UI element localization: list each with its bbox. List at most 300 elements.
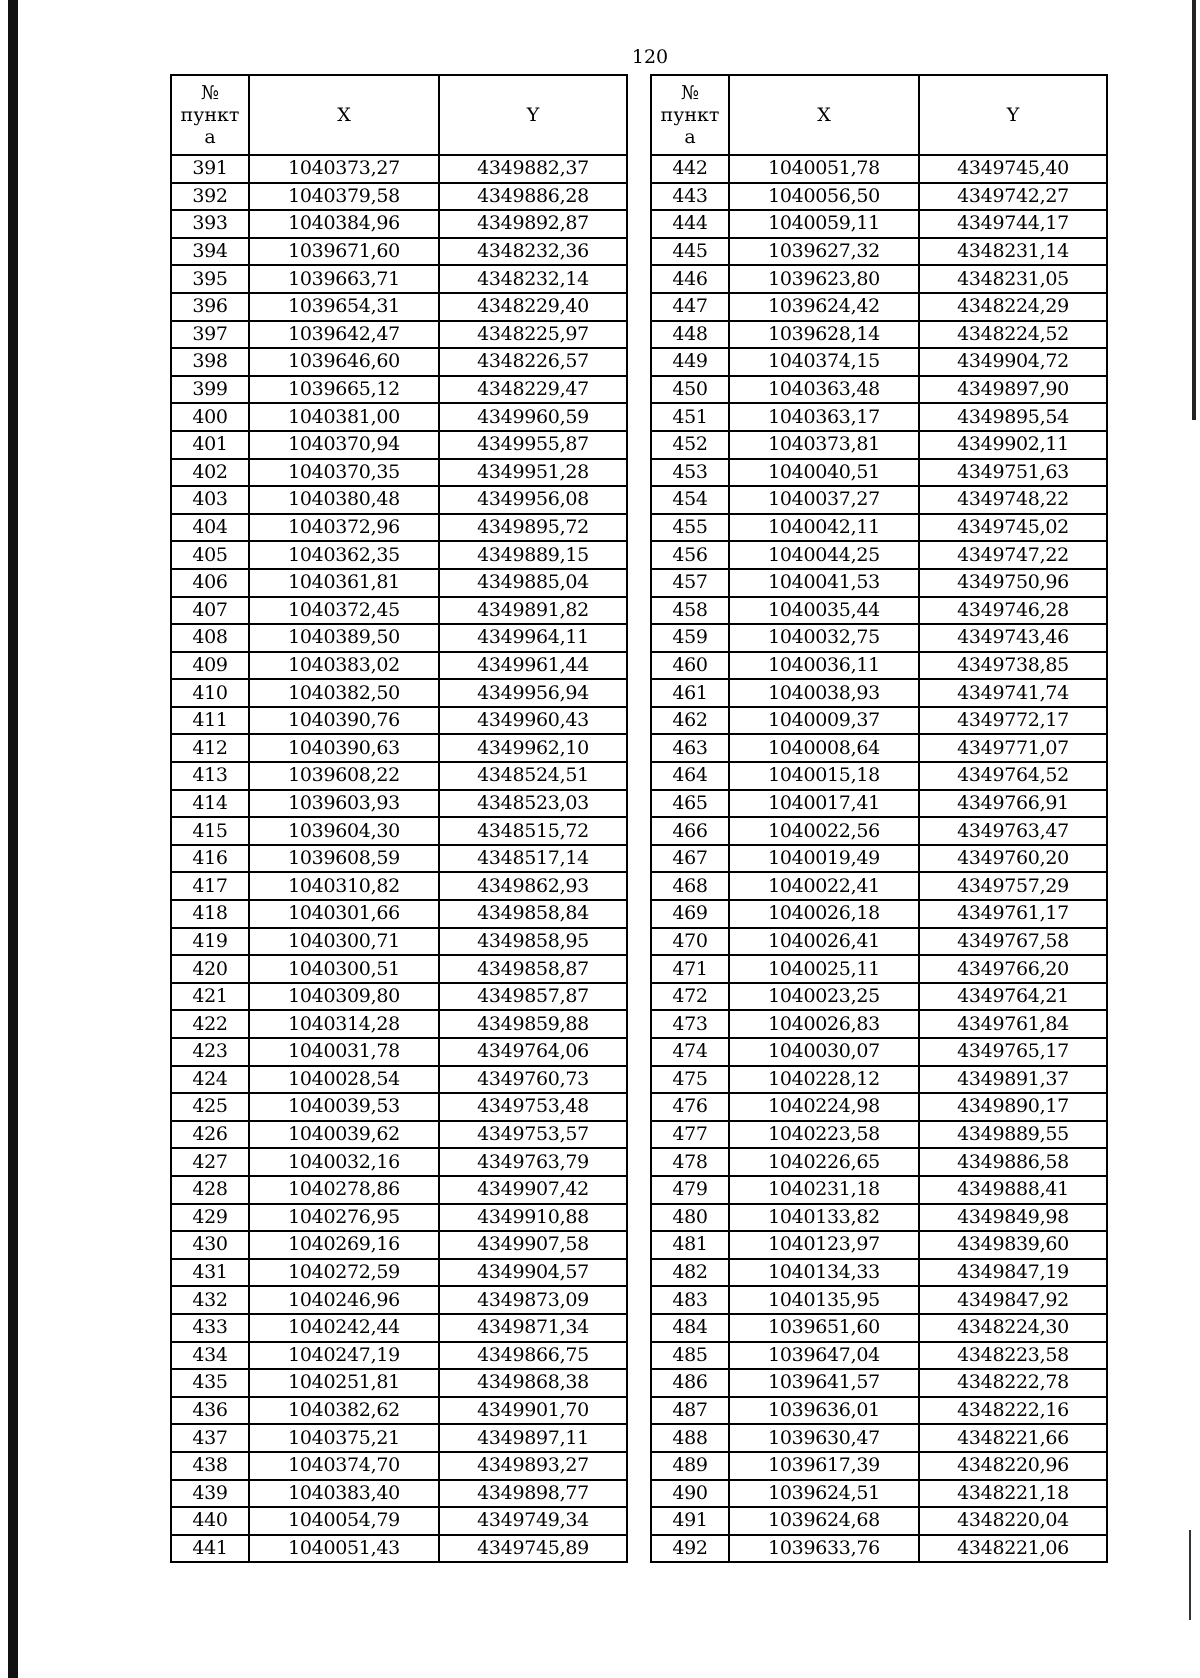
cell-x: 1040037,27 — [729, 486, 919, 514]
cell-x: 1040363,48 — [729, 376, 919, 404]
cell-y: 4349750,96 — [919, 569, 1107, 597]
cell-point-number: 429 — [171, 1204, 249, 1232]
cell-x: 1039641,57 — [729, 1369, 919, 1397]
cell-point-number: 448 — [651, 321, 729, 349]
table-row — [651, 293, 1107, 321]
cell-x: 1040300,51 — [249, 955, 439, 983]
cell-point-number: 455 — [651, 514, 729, 542]
cell-point-number: 414 — [171, 790, 249, 818]
cell-x: 1040300,71 — [249, 928, 439, 956]
table-row — [651, 845, 1107, 873]
cell-x: 1039624,51 — [729, 1480, 919, 1508]
cell-x: 1040363,17 — [729, 403, 919, 431]
cell-y: 4349772,17 — [919, 707, 1107, 735]
table-row — [171, 486, 627, 514]
cell-point-number: 423 — [171, 1038, 249, 1066]
header-num-line: пункт — [660, 104, 720, 126]
table-row — [651, 1121, 1107, 1149]
table-row — [651, 1259, 1107, 1287]
cell-x: 1040361,81 — [249, 569, 439, 597]
table-row — [651, 707, 1107, 735]
table-body-left — [171, 155, 627, 1562]
cell-y: 4348221,06 — [919, 1535, 1107, 1563]
cell-y: 4348224,52 — [919, 321, 1107, 349]
cell-x: 1040031,78 — [249, 1038, 439, 1066]
table-row — [171, 1121, 627, 1149]
cell-y: 4349907,42 — [439, 1176, 627, 1204]
cell-x: 1040032,75 — [729, 624, 919, 652]
cell-y: 4349858,95 — [439, 928, 627, 956]
cell-y: 4349746,28 — [919, 597, 1107, 625]
cell-x: 1040038,93 — [729, 679, 919, 707]
cell-point-number: 453 — [651, 459, 729, 487]
table-row — [171, 983, 627, 1011]
table-row — [651, 928, 1107, 956]
cell-point-number: 462 — [651, 707, 729, 735]
cell-y: 4349858,84 — [439, 900, 627, 928]
table-row — [651, 1480, 1107, 1508]
cell-x: 1040026,41 — [729, 928, 919, 956]
scan-border-right — [1192, 0, 1196, 420]
table-row — [651, 624, 1107, 652]
table-row — [171, 790, 627, 818]
cell-y: 4349858,87 — [439, 955, 627, 983]
cell-y: 4348231,05 — [919, 265, 1107, 293]
cell-x: 1039608,59 — [249, 845, 439, 873]
cell-point-number: 454 — [651, 486, 729, 514]
cell-y: 4349956,08 — [439, 486, 627, 514]
cell-point-number: 418 — [171, 900, 249, 928]
cell-y: 4349892,87 — [439, 210, 627, 238]
table-row — [171, 431, 627, 459]
table-row — [171, 1259, 627, 1287]
table-row — [171, 734, 627, 762]
cell-y: 4348222,16 — [919, 1397, 1107, 1425]
cell-y: 4349765,17 — [919, 1038, 1107, 1066]
cell-point-number: 457 — [651, 569, 729, 597]
table-row — [651, 734, 1107, 762]
cell-y: 4348523,03 — [439, 790, 627, 818]
cell-point-number: 411 — [171, 707, 249, 735]
cell-x: 1040314,28 — [249, 1010, 439, 1038]
cell-point-number: 422 — [171, 1010, 249, 1038]
cell-x: 1040374,70 — [249, 1452, 439, 1480]
table-row — [651, 1397, 1107, 1425]
table-row — [171, 1452, 627, 1480]
table-row — [171, 1535, 627, 1563]
table-header-row — [651, 75, 1107, 155]
cell-y: 4349760,20 — [919, 845, 1107, 873]
table-row — [651, 955, 1107, 983]
cell-point-number: 433 — [171, 1314, 249, 1342]
table-row — [651, 872, 1107, 900]
cell-x: 1039628,14 — [729, 321, 919, 349]
cell-point-number: 408 — [171, 624, 249, 652]
cell-y: 4349763,79 — [439, 1148, 627, 1176]
table-row — [171, 1176, 627, 1204]
cell-point-number: 471 — [651, 955, 729, 983]
table-row — [651, 1066, 1107, 1094]
table-row — [651, 790, 1107, 818]
cell-point-number: 492 — [651, 1535, 729, 1563]
cell-y: 4349904,57 — [439, 1259, 627, 1287]
cell-y: 4349888,41 — [919, 1176, 1107, 1204]
cell-x: 1040035,44 — [729, 597, 919, 625]
cell-x: 1039617,39 — [729, 1452, 919, 1480]
cell-y: 4349897,90 — [919, 376, 1107, 404]
cell-y: 4348229,40 — [439, 293, 627, 321]
cell-x: 1039671,60 — [249, 238, 439, 266]
cell-point-number: 421 — [171, 983, 249, 1011]
cell-y: 4349895,72 — [439, 514, 627, 542]
cell-y: 4349738,85 — [919, 652, 1107, 680]
header-num-line: а — [684, 126, 696, 148]
table-row — [171, 1204, 627, 1232]
cell-x: 1040278,86 — [249, 1176, 439, 1204]
cell-point-number: 444 — [651, 210, 729, 238]
cell-point-number: 484 — [651, 1314, 729, 1342]
cell-point-number: 410 — [171, 679, 249, 707]
cell-y: 4349886,58 — [919, 1148, 1107, 1176]
cell-x: 1040389,50 — [249, 624, 439, 652]
cell-x: 1040390,63 — [249, 734, 439, 762]
cell-point-number: 442 — [651, 155, 729, 183]
cell-y: 4349890,17 — [919, 1093, 1107, 1121]
cell-point-number: 473 — [651, 1010, 729, 1038]
cell-x: 1040272,59 — [249, 1259, 439, 1287]
cell-y: 4349742,27 — [919, 183, 1107, 211]
cell-point-number: 479 — [651, 1176, 729, 1204]
cell-point-number: 435 — [171, 1369, 249, 1397]
cell-x: 1039663,71 — [249, 265, 439, 293]
table-row — [651, 983, 1107, 1011]
cell-point-number: 478 — [651, 1148, 729, 1176]
cell-x: 1040051,43 — [249, 1535, 439, 1563]
cell-point-number: 466 — [651, 817, 729, 845]
cell-y: 4349749,34 — [439, 1507, 627, 1535]
cell-y: 4349866,75 — [439, 1342, 627, 1370]
cell-x: 1039623,80 — [729, 265, 919, 293]
cell-x: 1040040,51 — [729, 459, 919, 487]
table-row — [171, 652, 627, 680]
cell-point-number: 475 — [651, 1066, 729, 1094]
cell-y: 4348515,72 — [439, 817, 627, 845]
cell-point-number: 392 — [171, 183, 249, 211]
table-row — [171, 1424, 627, 1452]
cell-point-number: 399 — [171, 376, 249, 404]
cell-x: 1040370,35 — [249, 459, 439, 487]
cell-point-number: 416 — [171, 845, 249, 873]
cell-point-number: 425 — [171, 1093, 249, 1121]
cell-point-number: 472 — [651, 983, 729, 1011]
page-number: 120 — [631, 46, 669, 68]
cell-x: 1040372,96 — [249, 514, 439, 542]
cell-x: 1039633,76 — [729, 1535, 919, 1563]
cell-x: 1040030,07 — [729, 1038, 919, 1066]
cell-y: 4348231,14 — [919, 238, 1107, 266]
cell-point-number: 474 — [651, 1038, 729, 1066]
cell-y: 4349889,55 — [919, 1121, 1107, 1149]
table-row — [651, 1148, 1107, 1176]
cell-y: 4349847,92 — [919, 1286, 1107, 1314]
table-row — [171, 872, 627, 900]
cell-point-number: 405 — [171, 541, 249, 569]
table-row — [651, 183, 1107, 211]
cell-x: 1039665,12 — [249, 376, 439, 404]
cell-y: 4349873,09 — [439, 1286, 627, 1314]
header-num-line: № — [681, 82, 699, 104]
cell-x: 1040054,79 — [249, 1507, 439, 1535]
cell-x: 1039630,47 — [729, 1424, 919, 1452]
cell-point-number: 424 — [171, 1066, 249, 1094]
cell-y: 4349839,60 — [919, 1231, 1107, 1259]
cell-point-number: 450 — [651, 376, 729, 404]
cell-x: 1039624,42 — [729, 293, 919, 321]
table-row — [171, 183, 627, 211]
table-row — [171, 955, 627, 983]
table-row — [651, 900, 1107, 928]
scan-mark-right — [1189, 1530, 1191, 1620]
cell-x: 1040026,83 — [729, 1010, 919, 1038]
cell-point-number: 409 — [171, 652, 249, 680]
cell-y: 4349847,19 — [919, 1259, 1107, 1287]
cell-y: 4349898,77 — [439, 1480, 627, 1508]
cell-x: 1040028,54 — [249, 1066, 439, 1094]
table-row — [651, 1286, 1107, 1314]
cell-x: 1040390,76 — [249, 707, 439, 735]
table-row — [651, 514, 1107, 542]
cell-point-number: 426 — [171, 1121, 249, 1149]
cell-x: 1039604,30 — [249, 817, 439, 845]
cell-point-number: 431 — [171, 1259, 249, 1287]
header-num-line: пункт — [180, 104, 240, 126]
cell-y: 4349753,57 — [439, 1121, 627, 1149]
cell-x: 1040009,37 — [729, 707, 919, 735]
cell-y: 4349889,15 — [439, 541, 627, 569]
cell-x: 1040019,49 — [729, 845, 919, 873]
table-row — [171, 321, 627, 349]
cell-x: 1040383,40 — [249, 1480, 439, 1508]
cell-y: 4349901,70 — [439, 1397, 627, 1425]
cell-x: 1039636,01 — [729, 1397, 919, 1425]
cell-y: 4349747,22 — [919, 541, 1107, 569]
cell-point-number: 449 — [651, 348, 729, 376]
cell-x: 1040380,48 — [249, 486, 439, 514]
cell-y: 4348221,66 — [919, 1424, 1107, 1452]
header-point-number — [651, 75, 729, 155]
cell-x: 1040226,65 — [729, 1148, 919, 1176]
cell-y: 4349761,17 — [919, 900, 1107, 928]
cell-point-number: 397 — [171, 321, 249, 349]
cell-y: 4349764,52 — [919, 762, 1107, 790]
cell-x: 1040042,11 — [729, 514, 919, 542]
table-row — [171, 403, 627, 431]
cell-point-number: 403 — [171, 486, 249, 514]
header-y: Y — [439, 75, 627, 155]
cell-point-number: 395 — [171, 265, 249, 293]
cell-x: 1039603,93 — [249, 790, 439, 818]
table-row — [171, 1342, 627, 1370]
cell-y: 4349766,91 — [919, 790, 1107, 818]
cell-x: 1040383,02 — [249, 652, 439, 680]
cell-x: 1040242,44 — [249, 1314, 439, 1342]
cell-point-number: 445 — [651, 238, 729, 266]
cell-y: 4348224,29 — [919, 293, 1107, 321]
table-row — [651, 1314, 1107, 1342]
cell-x: 1040008,64 — [729, 734, 919, 762]
cell-x: 1040044,25 — [729, 541, 919, 569]
cell-point-number: 461 — [651, 679, 729, 707]
table-row — [171, 1286, 627, 1314]
cell-point-number: 441 — [171, 1535, 249, 1563]
cell-y: 4348220,04 — [919, 1507, 1107, 1535]
cell-point-number: 486 — [651, 1369, 729, 1397]
cell-y: 4349767,58 — [919, 928, 1107, 956]
cell-point-number: 430 — [171, 1231, 249, 1259]
cell-point-number: 400 — [171, 403, 249, 431]
cell-y: 4349951,28 — [439, 459, 627, 487]
cell-point-number: 438 — [171, 1452, 249, 1480]
cell-y: 4348524,51 — [439, 762, 627, 790]
table-row — [171, 928, 627, 956]
cell-y: 4349891,37 — [919, 1066, 1107, 1094]
table-row — [171, 1507, 627, 1535]
cell-x: 1040374,15 — [729, 348, 919, 376]
table-row — [651, 431, 1107, 459]
cell-point-number: 463 — [651, 734, 729, 762]
cell-y: 4348223,58 — [919, 1342, 1107, 1370]
cell-point-number: 464 — [651, 762, 729, 790]
cell-y: 4349910,88 — [439, 1204, 627, 1232]
cell-y: 4349871,34 — [439, 1314, 627, 1342]
cell-y: 4349960,59 — [439, 403, 627, 431]
cell-point-number: 417 — [171, 872, 249, 900]
cell-point-number: 485 — [651, 1342, 729, 1370]
cell-point-number: 436 — [171, 1397, 249, 1425]
cell-y: 4349764,06 — [439, 1038, 627, 1066]
cell-point-number: 419 — [171, 928, 249, 956]
table-row — [171, 597, 627, 625]
cell-point-number: 489 — [651, 1452, 729, 1480]
cell-point-number: 413 — [171, 762, 249, 790]
cell-point-number: 396 — [171, 293, 249, 321]
cell-point-number: 440 — [171, 1507, 249, 1535]
table-row — [171, 541, 627, 569]
cell-y: 4349891,82 — [439, 597, 627, 625]
table-row — [651, 652, 1107, 680]
cell-x: 1040051,78 — [729, 155, 919, 183]
table-row — [651, 1010, 1107, 1038]
header-point-number — [171, 75, 249, 155]
cell-y: 4349886,28 — [439, 183, 627, 211]
cell-point-number: 468 — [651, 872, 729, 900]
cell-point-number: 401 — [171, 431, 249, 459]
cell-x: 1040370,94 — [249, 431, 439, 459]
cell-y: 4348232,14 — [439, 265, 627, 293]
cell-point-number: 459 — [651, 624, 729, 652]
header-num-line: а — [204, 126, 216, 148]
cell-point-number: 491 — [651, 1507, 729, 1535]
table-row — [651, 679, 1107, 707]
header-num-line: № — [201, 82, 219, 104]
cell-x: 1040026,18 — [729, 900, 919, 928]
table-row — [171, 376, 627, 404]
cell-y: 4349766,20 — [919, 955, 1107, 983]
cell-point-number: 476 — [651, 1093, 729, 1121]
cell-point-number: 488 — [651, 1424, 729, 1452]
table-row — [651, 321, 1107, 349]
cell-y: 4349893,27 — [439, 1452, 627, 1480]
table-row — [651, 1535, 1107, 1563]
cell-y: 4349955,87 — [439, 431, 627, 459]
cell-y: 4349757,29 — [919, 872, 1107, 900]
table-row — [651, 486, 1107, 514]
cell-x: 1040382,62 — [249, 1397, 439, 1425]
table-row — [171, 817, 627, 845]
cell-x: 1040381,00 — [249, 403, 439, 431]
table-row — [651, 376, 1107, 404]
cell-x: 1040056,50 — [729, 183, 919, 211]
cell-y: 4349956,94 — [439, 679, 627, 707]
scan-border-left — [8, 0, 18, 1678]
cell-x: 1040032,16 — [249, 1148, 439, 1176]
cell-y: 4349964,11 — [439, 624, 627, 652]
cell-point-number: 487 — [651, 1397, 729, 1425]
table-row — [171, 348, 627, 376]
cell-x: 1040134,33 — [729, 1259, 919, 1287]
table-row — [651, 210, 1107, 238]
table-row — [651, 1231, 1107, 1259]
table-row — [171, 1038, 627, 1066]
cell-point-number: 467 — [651, 845, 729, 873]
cell-point-number: 477 — [651, 1121, 729, 1149]
table-row — [651, 541, 1107, 569]
cell-point-number: 481 — [651, 1231, 729, 1259]
cell-point-number: 412 — [171, 734, 249, 762]
cell-y: 4349741,74 — [919, 679, 1107, 707]
cell-x: 1039627,32 — [729, 238, 919, 266]
cell-x: 1040251,81 — [249, 1369, 439, 1397]
cell-point-number: 432 — [171, 1286, 249, 1314]
cell-point-number: 451 — [651, 403, 729, 431]
table-body-right — [651, 155, 1107, 1562]
table-row — [651, 1038, 1107, 1066]
cell-point-number: 443 — [651, 183, 729, 211]
cell-y: 4349859,88 — [439, 1010, 627, 1038]
cell-x: 1040301,66 — [249, 900, 439, 928]
cell-y: 4349961,44 — [439, 652, 627, 680]
cell-x: 1040041,53 — [729, 569, 919, 597]
cell-point-number: 439 — [171, 1480, 249, 1508]
cell-y: 4348221,18 — [919, 1480, 1107, 1508]
table-row — [651, 817, 1107, 845]
table-row — [171, 845, 627, 873]
cell-point-number: 482 — [651, 1259, 729, 1287]
table-header-row — [171, 75, 627, 155]
cell-x: 1040123,97 — [729, 1231, 919, 1259]
cell-y: 4348224,30 — [919, 1314, 1107, 1342]
cell-x: 1039624,68 — [729, 1507, 919, 1535]
table-row — [171, 1369, 627, 1397]
cell-x: 1040276,95 — [249, 1204, 439, 1232]
table-row — [651, 762, 1107, 790]
cell-y: 4349744,17 — [919, 210, 1107, 238]
table-row — [171, 155, 627, 183]
table-row — [171, 1148, 627, 1176]
table-row — [651, 155, 1107, 183]
cell-y: 4349763,47 — [919, 817, 1107, 845]
table-row — [171, 210, 627, 238]
